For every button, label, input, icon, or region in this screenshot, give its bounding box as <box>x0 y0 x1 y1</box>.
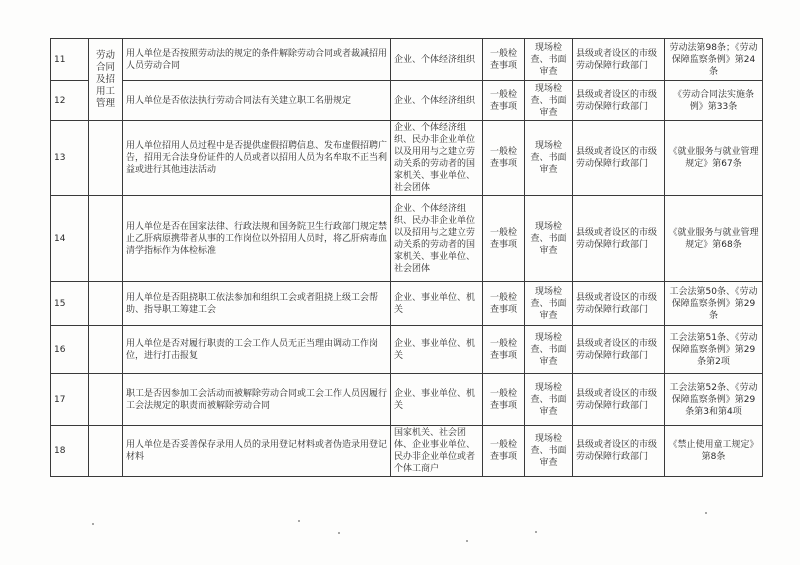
table-row <box>51 326 763 374</box>
inspection-subject: 企业、事业单位、机关 <box>391 326 483 374</box>
inspection-item: 用人单位是否按照劳动法的规定的条件解除劳动合同或者裁减招用人员劳动合同 <box>123 39 391 81</box>
inspection-department: 县级或者设区的市级劳动保障行政部门 <box>573 426 665 477</box>
inspection-item: 用人单位是否对履行职责的工会工作人员无正当理由调动工作岗位，进行打击报复 <box>123 326 391 374</box>
scan-speck <box>466 540 468 542</box>
category-cell-empty <box>89 426 123 477</box>
row-number: 15 <box>51 282 89 326</box>
table-row <box>51 282 763 326</box>
legal-basis: 劳动法第98条；《劳动保障监察条例》第24条 <box>665 39 763 81</box>
item-type: 一般检查事项 <box>483 326 525 374</box>
category-cell-empty <box>89 121 123 196</box>
table-row <box>51 81 763 121</box>
inspection-subject: 国家机关、社会团体、企业事业单位、民办非企业单位或者个体工商户 <box>391 426 483 477</box>
scan-speck <box>535 531 537 533</box>
inspection-subject: 企业、事业单位、机关 <box>391 282 483 326</box>
item-type: 一般检查事项 <box>483 39 525 81</box>
scan-speck <box>705 512 707 514</box>
inspection-method: 现场检查、书面审查 <box>525 374 573 426</box>
row-number: 16 <box>51 326 89 374</box>
inspection-item: 职工是否因参加工会活动而被解除劳动合同或工会工作人员因履行工会法规定的职责而被解除劳动合同 <box>123 374 391 426</box>
category-label: 劳动合同及招用工管理 <box>95 49 115 109</box>
scan-speck <box>298 520 300 522</box>
inspection-method: 现场检查、书面审查 <box>525 81 573 121</box>
legal-basis: 《劳动合同法实施条例》第33条 <box>665 81 763 121</box>
inspection-method: 现场检查、书面审查 <box>525 196 573 282</box>
table-row <box>51 196 763 282</box>
regulation-table <box>50 38 763 477</box>
legal-basis: 工会法第50条、《劳动保障监察条例》第29条 <box>665 282 763 326</box>
row-number: 13 <box>51 121 89 196</box>
category-cell-empty <box>89 196 123 282</box>
inspection-method: 现场检查、书面审查 <box>525 326 573 374</box>
item-type: 一般检查事项 <box>483 196 525 282</box>
inspection-department: 县级或者设区的市级劳动保障行政部门 <box>573 326 665 374</box>
inspection-subject: 企业、个体经济组织、民办非企业单位以及用用与之建立劳动关系的劳动者的国家机关、事业单位、社会团体 <box>391 121 483 196</box>
legal-basis: 《就业服务与就业管理规定》第67条 <box>665 121 763 196</box>
row-number: 11 <box>51 39 89 81</box>
inspection-subject: 企业、事业单位、机关 <box>391 374 483 426</box>
item-type: 一般检查事项 <box>483 374 525 426</box>
inspection-department: 县级或者设区的市级劳动保障行政部门 <box>573 374 665 426</box>
table-row <box>51 374 763 426</box>
inspection-method: 现场检查、书面审查 <box>525 426 573 477</box>
inspection-department: 县级或者设区的市级劳动保障行政部门 <box>573 121 665 196</box>
row-number: 17 <box>51 374 89 426</box>
item-type: 一般检查事项 <box>483 81 525 121</box>
inspection-item: 用人单位是否妥善保存录用人员的录用登记材料或者伪造录用登记材料 <box>123 426 391 477</box>
legal-basis: 工会法第52条、《劳动保障监察条例》第29条第3和第4项 <box>665 374 763 426</box>
inspection-department: 县级或者设区的市级劳动保障行政部门 <box>573 81 665 121</box>
category-cell-empty <box>89 282 123 326</box>
legal-basis: 《就业服务与就业管理规定》第68条 <box>665 196 763 282</box>
inspection-method: 现场检查、书面审查 <box>525 39 573 81</box>
item-type: 一般检查事项 <box>483 426 525 477</box>
inspection-subject: 企业、个体经济组织、民办非企业单位以及招用与之建立劳动关系的劳动者的国家机关、事业单位、社会团体 <box>391 196 483 282</box>
category-cell-empty <box>89 326 123 374</box>
table-row <box>51 39 763 81</box>
row-number: 14 <box>51 196 89 282</box>
inspection-item: 用人单位招用人员过程中是否提供虚假招聘信息、发布虚假招聘广告，招用无合法身份证件的人员或者以招用人员为名牟取不正当利益或进行其他违法活动 <box>123 121 391 196</box>
inspection-item: 用人单位是否依法执行劳动合同法有关建立职工名册规定 <box>123 81 391 121</box>
row-number: 18 <box>51 426 89 477</box>
inspection-subject: 企业、个体经济组织 <box>391 39 483 81</box>
table-row <box>51 426 763 477</box>
category-cell <box>89 39 123 121</box>
inspection-department: 县级或者设区的市级劳动保障行政部门 <box>573 282 665 326</box>
inspection-subject: 企业、个体经济组织 <box>391 81 483 121</box>
inspection-department: 县级或者设区的市级劳动保障行政部门 <box>573 196 665 282</box>
inspection-item: 用人单位是否在国家法律、行政法规和国务院卫生行政部门规定禁止乙肝病原携带者从事的工作岗位以外招用人员时，将乙肝病毒血清学指标作为体检标准 <box>123 196 391 282</box>
inspection-item: 用人单位是否阻挠职工依法参加和组织工会或者阻挠上级工会帮助、指导职工筹建工会 <box>123 282 391 326</box>
item-type: 一般检查事项 <box>483 121 525 196</box>
legal-basis: 《禁止使用童工规定》第8条 <box>665 426 763 477</box>
legal-basis: 工会法第51条、《劳动保障监察条例》第29条第2项 <box>665 326 763 374</box>
table-row <box>51 121 763 196</box>
scan-speck <box>338 532 340 534</box>
inspection-department: 县级或者设区的市级劳动保障行政部门 <box>573 39 665 81</box>
category-cell-empty <box>89 374 123 426</box>
inspection-method: 现场检查、书面审查 <box>525 282 573 326</box>
scan-speck <box>92 523 94 525</box>
inspection-method: 现场检查、书面审查 <box>525 121 573 196</box>
row-number: 12 <box>51 81 89 121</box>
item-type: 一般检查事项 <box>483 282 525 326</box>
